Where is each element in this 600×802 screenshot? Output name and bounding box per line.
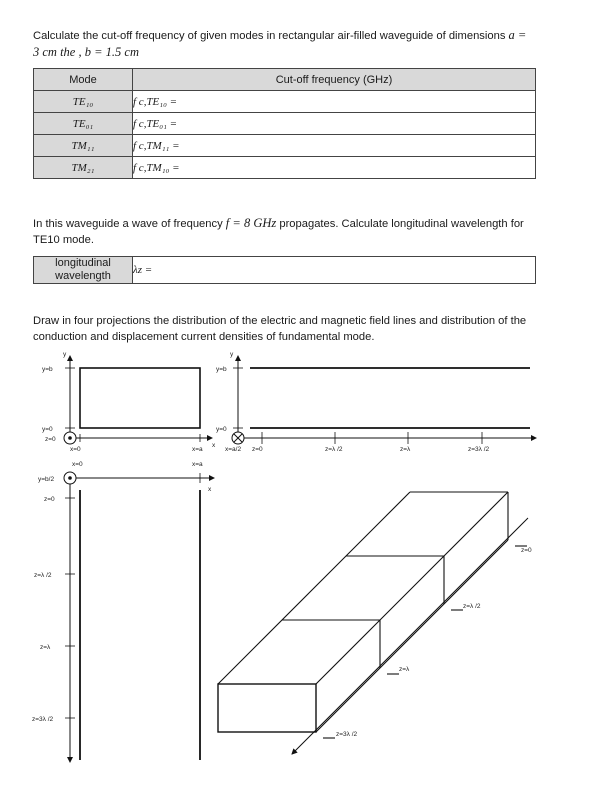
header-mode: Mode xyxy=(34,69,133,91)
label-y-b2: y=b/2 xyxy=(38,476,55,483)
x-axis-label: x xyxy=(208,486,212,493)
mode-cell: TM₁₁ xyxy=(34,135,133,157)
top-view-projection xyxy=(32,461,214,762)
label-y-b: y=b xyxy=(216,366,227,373)
isometric-waveguide xyxy=(218,492,528,754)
label-z-l2: z=λ /2 xyxy=(325,446,343,453)
iso-label-z-l2: z=λ /2 xyxy=(463,603,481,610)
edge xyxy=(218,492,410,684)
iso-label-z-l: z=λ xyxy=(399,666,410,673)
mode-cell: TE₁₀ xyxy=(34,91,133,113)
label-x-a: x=a xyxy=(192,461,203,468)
label-z-0: z=0 xyxy=(44,496,55,503)
frequency-value: f = 8 GHz xyxy=(225,216,277,230)
y-axis-label: y xyxy=(63,351,67,358)
waveguide-front-face xyxy=(218,684,316,732)
dimension-a: a = xyxy=(508,28,527,42)
waveguide-cross-section xyxy=(80,368,200,428)
label-x-0: x=0 xyxy=(70,446,81,453)
mode-cell: TM₂₁ xyxy=(34,157,133,179)
edge xyxy=(316,540,508,732)
answer-cell[interactable]: f c,TE₁₀ = xyxy=(133,91,536,113)
label-z-0: z=0 xyxy=(252,446,263,453)
iso-label-z-0: z=0 xyxy=(521,547,532,554)
dot-icon xyxy=(68,476,72,480)
iso-label-z-3l2: z=3λ /2 xyxy=(336,731,358,738)
label-z-3l2: z=3λ /2 xyxy=(32,716,54,723)
wavelength-label: longitudinal wavelength xyxy=(34,257,133,284)
side-view-projection xyxy=(216,351,536,453)
edge xyxy=(316,492,508,684)
cross-section-projection xyxy=(42,351,216,453)
answer-cell[interactable]: f c,TE₀₁ = xyxy=(133,113,536,135)
label-z-l: z=λ xyxy=(40,644,51,651)
header-cutoff-frequency: Cut-off frequency (GHz) xyxy=(133,69,536,91)
y-axis-label: y xyxy=(230,351,234,358)
wavelength-answer-cell[interactable]: λz = xyxy=(133,257,536,284)
label-z-l: z=λ xyxy=(400,446,411,453)
question-1-text: Calculate the cut-off frequency of given modes in rectangular air-filled waveguide of dimensions a = 3 cm the , b = 1.5 cm xyxy=(33,28,527,59)
label-x-0: x=0 xyxy=(72,461,83,468)
label-z-0: z=0 xyxy=(45,436,56,443)
question-3-text: Draw in four projections the distribution of the electric and magnetic field lines and distribution of the conduction and displacement current densities of fundamental mode. xyxy=(33,315,527,343)
label-x-a2: x=a/2 xyxy=(225,446,242,453)
x-axis-label: x xyxy=(212,442,216,449)
label-z-3l2: z=3λ /2 xyxy=(468,446,490,453)
answer-cell[interactable]: f c,TM₁₀ = xyxy=(133,157,536,179)
dimension-values: 3 cm the , b = 1.5 cm xyxy=(33,45,139,59)
label-y-b: y=b xyxy=(42,366,53,373)
z-axis-arrow xyxy=(292,518,528,754)
answer-cell[interactable]: f c,TM₁₁ = xyxy=(133,135,536,157)
label-x-a: x=a xyxy=(192,446,203,453)
label-y-0: y=0 xyxy=(216,426,227,433)
dot-icon xyxy=(68,436,72,440)
label-y-0: y=0 xyxy=(42,426,53,433)
question-2-text: In this waveguide a wave of frequency f = 8 GHz propagates. Calculate longitudinal wavelength for TE10 mode. xyxy=(33,216,524,246)
label-z-l2: z=λ /2 xyxy=(34,572,52,579)
mode-cell: TE₀₁ xyxy=(34,113,133,135)
